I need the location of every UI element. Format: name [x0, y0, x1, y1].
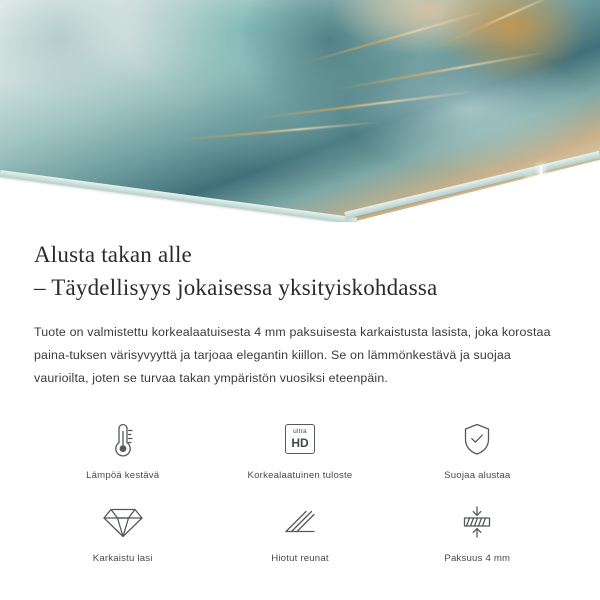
ultra-hd-icon — [285, 416, 315, 462]
content-section — [0, 222, 600, 564]
feature-label: Suojaa alustaa — [444, 470, 511, 481]
feature-label: Korkealaatuinen tuloste — [247, 470, 353, 481]
hero-image — [0, 0, 600, 222]
feature-label: Paksuus 4 mm — [444, 553, 511, 564]
feature-label: Hiotut reunat — [271, 553, 329, 564]
feature-item-thickness — [389, 499, 566, 564]
ultra-hd-badge-bottom: HD — [291, 435, 309, 450]
feature-item-polished-edges — [211, 499, 388, 564]
thickness-icon — [457, 499, 497, 545]
feature-item-protects-surface — [389, 416, 566, 481]
feature-label: Lämpöä kestävä — [86, 470, 160, 481]
shield-check-icon — [460, 416, 494, 462]
feature-item-heat-resistant — [34, 416, 211, 481]
feature-label: Karkaistu lasi — [92, 553, 153, 564]
diamond-icon — [102, 499, 144, 545]
feature-item-print-quality — [211, 416, 388, 481]
sparkle-icon — [561, 187, 577, 203]
headline-line-2: – Täydellisyys jokaisessa yksityiskohdassa — [34, 275, 438, 300]
description-paragraph: Tuote on valmistettu korkealaatuisesta 4 mm paksuisesta karkaistusta lasista, joka korostaa paina-tuksen värisyvyyttä ja tarjoaa elegantin kiillon. Se on lämmönkestävä ja suojaa vaurioilta, joten se turvaa takan ympäristön vuosiksi eteenpäin. — [34, 325, 551, 385]
polished-edges-icon — [280, 499, 320, 545]
thermometer-icon — [106, 416, 140, 462]
page-title — [34, 238, 566, 304]
feature-item-tempered-glass — [34, 499, 211, 564]
feature-grid — [34, 416, 566, 564]
ultra-hd-badge-top: ultra — [293, 428, 307, 436]
headline-line-1: Alusta takan alle — [34, 242, 192, 267]
